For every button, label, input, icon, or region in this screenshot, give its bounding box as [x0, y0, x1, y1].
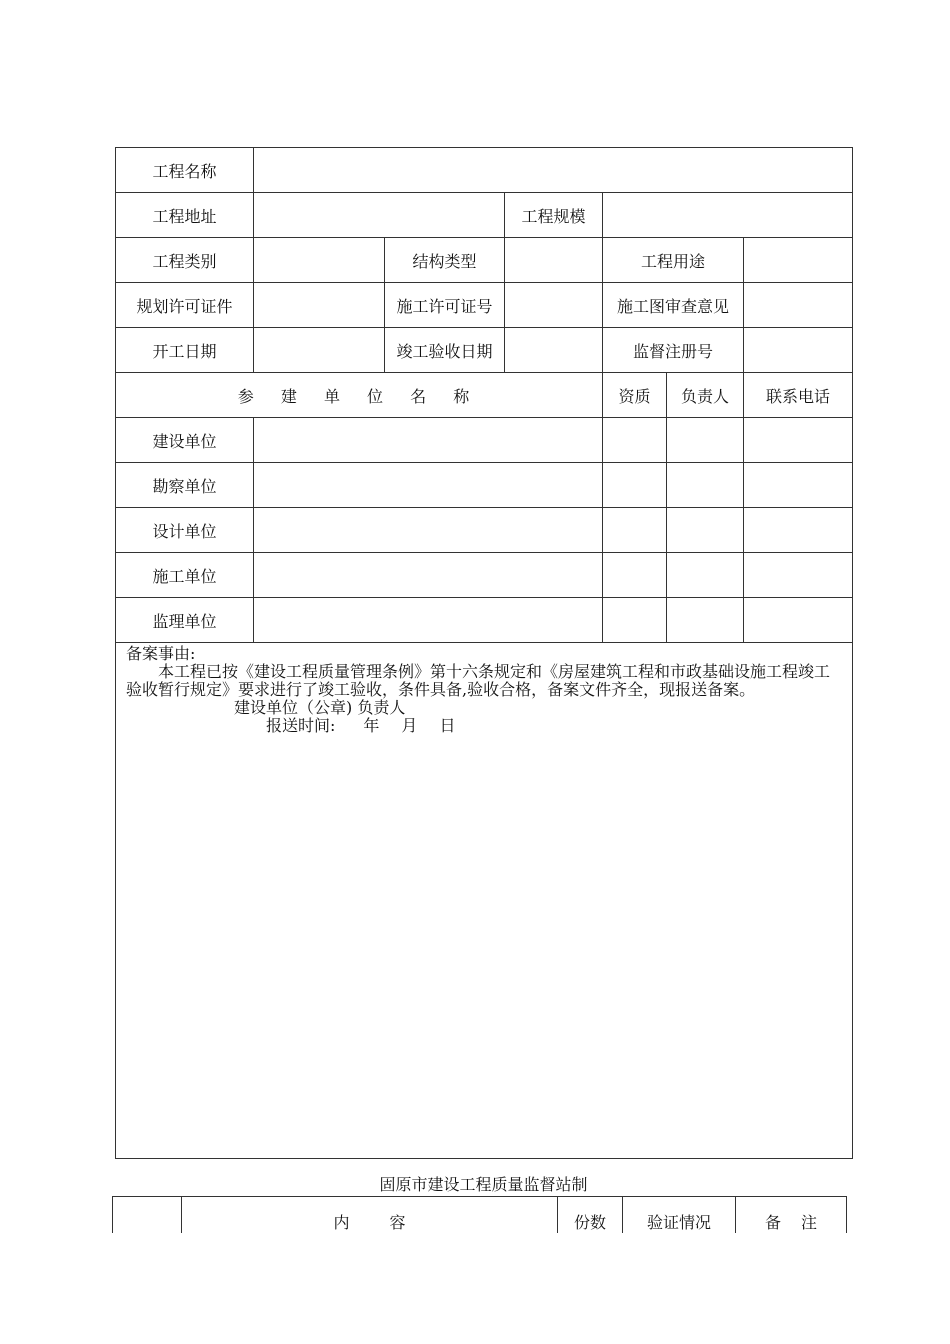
construction-permit-value[interactable] — [505, 283, 603, 328]
project-category-value[interactable] — [254, 238, 385, 283]
project-scale-label: 工程规模 — [505, 193, 603, 238]
unit-responsible-value[interactable] — [667, 598, 744, 643]
row-unit-supervisor — [116, 598, 853, 643]
index-header — [113, 1197, 182, 1234]
unit-phone-value[interactable] — [744, 508, 853, 553]
drawing-review-label: 施工图审查意见 — [603, 283, 744, 328]
unit-name-value[interactable] — [254, 508, 603, 553]
content-header: 内容 — [182, 1197, 558, 1234]
unit-responsible-value[interactable] — [667, 418, 744, 463]
unit-phone-value[interactable] — [744, 598, 853, 643]
row-project-name — [116, 148, 853, 193]
unit-qualification-value[interactable] — [603, 463, 667, 508]
documents-table — [112, 1196, 847, 1233]
row-units-header — [116, 373, 853, 418]
supervision-reg-value[interactable] — [744, 328, 853, 373]
row-unit-survey — [116, 463, 853, 508]
construction-permit-label: 施工许可证号 — [385, 283, 505, 328]
footer-title: 固原市建设工程质量监督站制 — [379, 1175, 588, 1194]
project-address-label: 工程地址 — [116, 193, 254, 238]
row-project-category — [116, 238, 853, 283]
unit-name-value[interactable] — [254, 418, 603, 463]
structure-type-label: 结构类型 — [385, 238, 505, 283]
project-name-value[interactable] — [254, 148, 853, 193]
project-name-label: 工程名称 — [116, 148, 254, 193]
row-permits — [116, 283, 853, 328]
project-category-label: 工程类别 — [116, 238, 254, 283]
notice-body: 本工程已按《建设工程质量管理条例》第十六条规定和《房屋建筑工程和市政基础设施工程竣工验收暂行规定》要求进行了竣工验收，条件具备,验收合格，备案文件齐全，现报送备案。 — [126, 662, 831, 699]
planning-permit-value[interactable] — [254, 283, 385, 328]
unit-responsible-value[interactable] — [667, 508, 744, 553]
unit-qualification-value[interactable] — [603, 598, 667, 643]
notice-date-line — [126, 717, 842, 735]
unit-label: 设计单位 — [116, 508, 254, 553]
project-address-value[interactable] — [254, 193, 505, 238]
unit-phone-value[interactable] — [744, 418, 853, 463]
units-name-header: 参 建 单 位 名 称 — [116, 373, 603, 418]
unit-responsible-value[interactable] — [667, 553, 744, 598]
supervision-reg-label: 监督注册号 — [603, 328, 744, 373]
notice-sign-line: 建设单位（公章) 负责人 — [234, 698, 406, 717]
unit-label: 监理单位 — [116, 598, 254, 643]
unit-qualification-value[interactable] — [603, 508, 667, 553]
start-date-label: 开工日期 — [116, 328, 254, 373]
project-record-table — [115, 147, 853, 1159]
unit-label: 建设单位 — [116, 418, 254, 463]
qualification-header: 资质 — [603, 373, 667, 418]
unit-qualification-value[interactable] — [603, 418, 667, 463]
project-use-label: 工程用途 — [603, 238, 744, 283]
unit-phone-value[interactable] — [744, 463, 853, 508]
unit-phone-value[interactable] — [744, 553, 853, 598]
planning-permit-label: 规划许可证件 — [116, 283, 254, 328]
unit-name-value[interactable] — [254, 463, 603, 508]
project-use-value[interactable] — [744, 238, 853, 283]
date-year: 年 — [363, 716, 380, 735]
notice-cell[interactable] — [116, 643, 853, 1159]
row-unit-builder — [116, 553, 853, 598]
row-dates — [116, 328, 853, 373]
notice-heading: 备案事由: — [126, 644, 196, 663]
date-month: 月 — [401, 716, 418, 735]
structure-type-value[interactable] — [505, 238, 603, 283]
acceptance-date-label: 竣工验收日期 — [385, 328, 505, 373]
row-unit-construction — [116, 418, 853, 463]
start-date-value[interactable] — [254, 328, 385, 373]
date-label: 报送时间: — [266, 716, 336, 735]
row-project-address — [116, 193, 853, 238]
row-notice — [116, 643, 853, 1159]
verification-header: 验证情况 — [623, 1197, 736, 1234]
unit-name-value[interactable] — [254, 553, 603, 598]
date-day: 日 — [439, 716, 456, 735]
remarks-header: 备注 — [736, 1197, 847, 1234]
unit-responsible-value[interactable] — [667, 463, 744, 508]
unit-name-value[interactable] — [254, 598, 603, 643]
phone-header: 联系电话 — [744, 373, 853, 418]
project-scale-value[interactable] — [603, 193, 853, 238]
copies-header: 份数 — [558, 1197, 623, 1234]
drawing-review-value[interactable] — [744, 283, 853, 328]
acceptance-date-value[interactable] — [505, 328, 603, 373]
row-unit-design — [116, 508, 853, 553]
unit-qualification-value[interactable] — [603, 553, 667, 598]
unit-label: 施工单位 — [116, 553, 254, 598]
responsible-header: 负责人 — [667, 373, 744, 418]
unit-label: 勘察单位 — [116, 463, 254, 508]
documents-header-row — [113, 1197, 847, 1234]
